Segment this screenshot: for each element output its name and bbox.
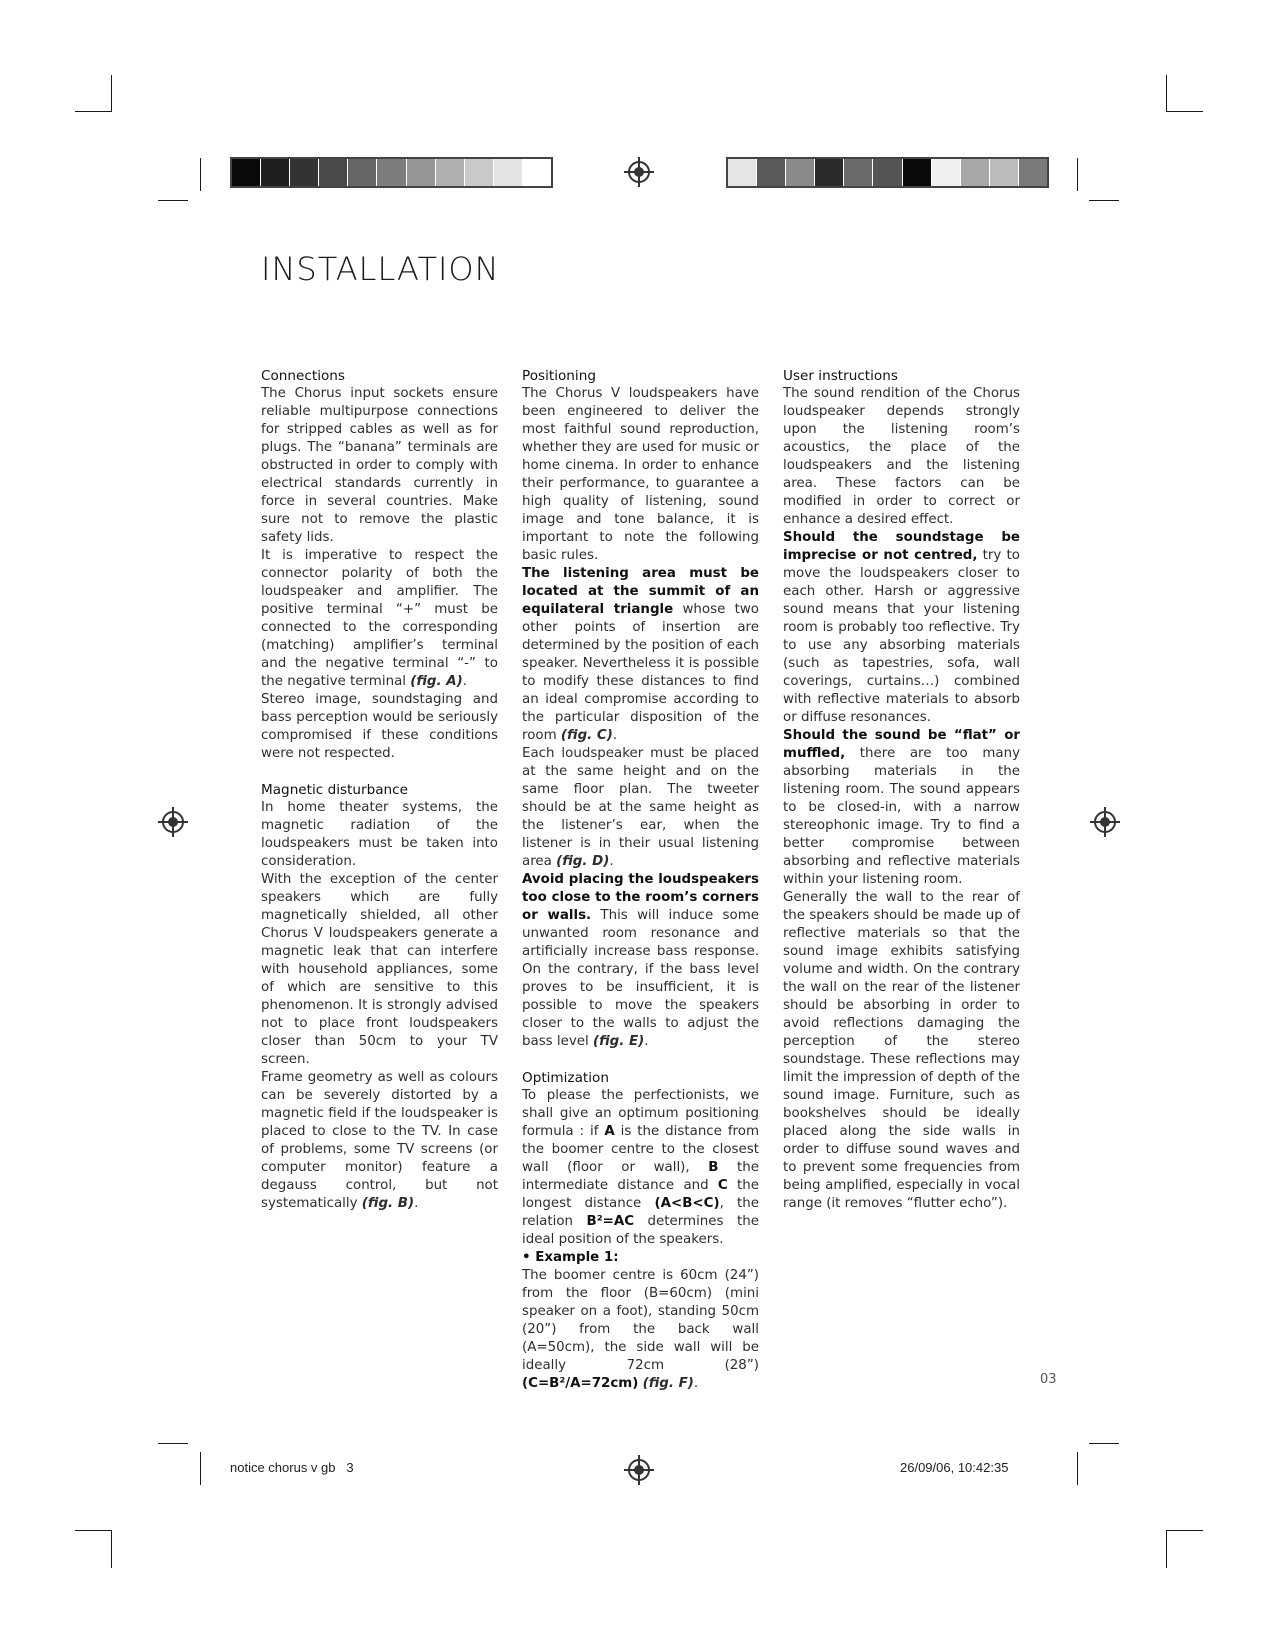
color-swatch	[377, 159, 406, 186]
paragraph: The sound rendition of the Chorus loudspeaker depends strongly upon the listening room’s acoustics, the place of the loudspeakers and the listening area. These factors can be modified in order to correct or enhance a desired effect.	[783, 386, 1020, 527]
bleed-mark	[158, 200, 188, 201]
color-swatch	[932, 159, 961, 186]
color-swatch	[903, 159, 932, 186]
figure-reference: (fig. B)	[361, 1196, 415, 1211]
crop-mark	[1166, 1530, 1203, 1531]
color-swatch	[290, 159, 319, 186]
paragraph: Stereo image, soundstaging and bass perception would be seriously compromised if these conditions were not respected.	[261, 692, 498, 761]
footer-file-label: notice chorus v gb 3	[230, 1460, 354, 1475]
paragraph: The boomer centre is 60cm (24”) from the floor (B=60cm) (mini speaker on a foot), standing 50cm (20”) from the back wall (A=50cm), the side wall will be ideally 72cm (28”) (C=B²/A=72cm) (fig. F).	[522, 1268, 759, 1391]
section-heading-positioning: Positioning	[522, 368, 596, 384]
grayscale-bar-left	[230, 157, 553, 188]
column-left	[261, 367, 498, 1213]
section-heading-user-instructions: User instructions	[783, 368, 898, 384]
color-swatch	[786, 159, 815, 186]
figure-reference: (fig. E)	[593, 1034, 645, 1049]
paragraph: With the exception of the center speakers which are fully magnetically shielded, all other Chorus V loudspeakers generate a magnetic leak that can interfere with household appliances, some of which are sensitive to this phenomenon. It is strongly advised not to place front loudspeakers closer than 50cm to your TV screen.	[261, 872, 498, 1067]
figure-reference: (fig. F)	[642, 1376, 694, 1391]
bleed-mark	[200, 158, 201, 191]
color-swatch	[990, 159, 1019, 186]
registration-mark-icon	[162, 811, 184, 833]
section-heading-connections: Connections	[261, 368, 345, 384]
color-swatch	[728, 159, 757, 186]
section-heading-optimization: Optimization	[522, 1070, 609, 1086]
footer-timestamp: 26/09/06, 10:42:35	[900, 1460, 1009, 1475]
page-title: INSTALLATION	[261, 250, 500, 288]
page-number: 03	[1040, 1372, 1057, 1387]
color-swatch	[319, 159, 348, 186]
registration-mark-icon	[628, 1459, 650, 1481]
column-right	[783, 367, 1020, 1213]
crop-mark	[75, 1530, 112, 1531]
bleed-mark	[1089, 200, 1119, 201]
crop-mark	[75, 111, 112, 112]
paragraph: The Chorus V loudspeakers have been engineered to deliver the most faithful sound reproduction, whether they are used for music or home cinema. In order to enhance their performance, to guarantee a high quality of listening, sound image and tone balance, it is important to note the following basic rules.	[522, 386, 759, 563]
paragraph: Should the soundstage be imprecise or not centred, try to move the loudspeakers closer to each other. Harsh or aggressive sound means that your listening room is probably too reflective. Try to use any absorbing materials (such as tapestries, sofa, wall coverings, curtains…) combined with reflective materials to absorb or diffuse resonances.	[783, 530, 1020, 725]
bleed-mark	[158, 1443, 188, 1444]
section-heading-magnetic: Magnetic disturbance	[261, 782, 409, 798]
paragraph: Each loudspeaker must be placed at the same height and on the same floor plan. The tweeter should be at the same height as the listener’s ear, when the listener is in their usual listening area (fig. D).	[522, 746, 759, 869]
paragraph: Frame geometry as well as colours can be severely distorted by a magnetic field if the loudspeaker is placed to close to the TV. In case of problems, some TV screens (or computer monitor) feature a degauss control, but not systematically (fig. B).	[261, 1070, 498, 1211]
color-swatch	[465, 159, 494, 186]
figure-reference: (fig. C)	[560, 728, 613, 743]
crop-mark	[1166, 1530, 1167, 1568]
color-swatch	[844, 159, 873, 186]
column-middle	[522, 367, 759, 1393]
color-swatch	[1019, 159, 1047, 186]
color-swatch	[873, 159, 902, 186]
paragraph: Avoid placing the loudspeakers too close to the room’s corners or walls. This will induce some unwanted room resonance and artificially increase bass response. On the contrary, if the bass level proves to be insufficient, it is possible to move the speakers closer to the walls to adjust the bass level (fig. E).	[522, 872, 760, 1049]
color-swatch	[815, 159, 844, 186]
color-swatch	[348, 159, 377, 186]
paragraph: It is imperative to respect the connector polarity of both the loudspeaker and amplifier. The positive terminal “+” must be connected to the corresponding (matching) amplifier’s terminal and the negative terminal “-” to the negative terminal (fig. A).	[261, 548, 498, 689]
crop-mark	[111, 75, 112, 112]
crop-mark	[1166, 75, 1167, 112]
crop-mark	[1166, 111, 1203, 112]
example-label: • Example 1:	[522, 1250, 619, 1265]
color-swatch	[523, 159, 551, 186]
grayscale-bar-right	[726, 157, 1049, 188]
paragraph: Generally the wall to the rear of the speakers should be made up of reflective materials so that the sound image exhibits satisfying volume and width. On the contrary the wall on the rear of the listener should be absorbing in order to avoid reflections damaging the perception of the stereo soundstage. These reflections may limit the impression of depth of the sound image. Furniture, such as bookshelves should be ideally placed along the side walls in order to diffuse sound waves and to prevent some frequencies from being amplified, especially in vocal range (it removes “flutter echo”).	[783, 890, 1020, 1211]
paragraph: Should the sound be “flat” or muffled, there are too many absorbing materials in the listening room. The sound appears to be closed-in, with a narrow stereophonic image. Try to find a better compromise between absorbing and reflective materials within your listening room.	[783, 728, 1020, 887]
color-swatch	[261, 159, 290, 186]
color-swatch	[494, 159, 523, 186]
paragraph: The listening area must be located at the summit of an equilateral triangle whose two other points of insertion are determined by the position of each speaker. Nevertheless it is possible to modify these distances to find an ideal compromise according to the particular disposition of the room (fig. C).	[522, 566, 759, 743]
figure-reference: (fig. A)	[410, 674, 463, 689]
figure-reference: (fig. D)	[556, 854, 610, 869]
bleed-mark	[1077, 1452, 1078, 1485]
color-swatch	[757, 159, 786, 186]
bleed-mark	[1077, 158, 1078, 191]
crop-mark	[111, 1530, 112, 1568]
color-swatch	[436, 159, 465, 186]
paragraph: To please the perfectionists, we shall give an optimum positioning formula : if A is the distance from the boomer centre to the closest wall (floor or wall), B the intermediate distance and C the longest distance (A<B<C), the relation B²=AC determines the ideal position of the speakers.	[522, 1088, 760, 1247]
registration-mark-icon	[628, 161, 650, 183]
color-swatch	[407, 159, 436, 186]
paragraph: The Chorus input sockets ensure reliable multipurpose connections for stripped cables as well as for plugs. The “banana” terminals are obstructed in order to comply with electrical standards currently in force in several countries. Make sure not to remove the plastic safety lids.	[261, 386, 498, 545]
bleed-mark	[200, 1452, 201, 1485]
bleed-mark	[1089, 1443, 1119, 1444]
color-swatch	[961, 159, 990, 186]
paragraph: In home theater systems, the magnetic radiation of the loudspeakers must be taken into consideration.	[261, 800, 498, 869]
color-swatch	[232, 159, 261, 186]
registration-mark-icon	[1094, 811, 1116, 833]
